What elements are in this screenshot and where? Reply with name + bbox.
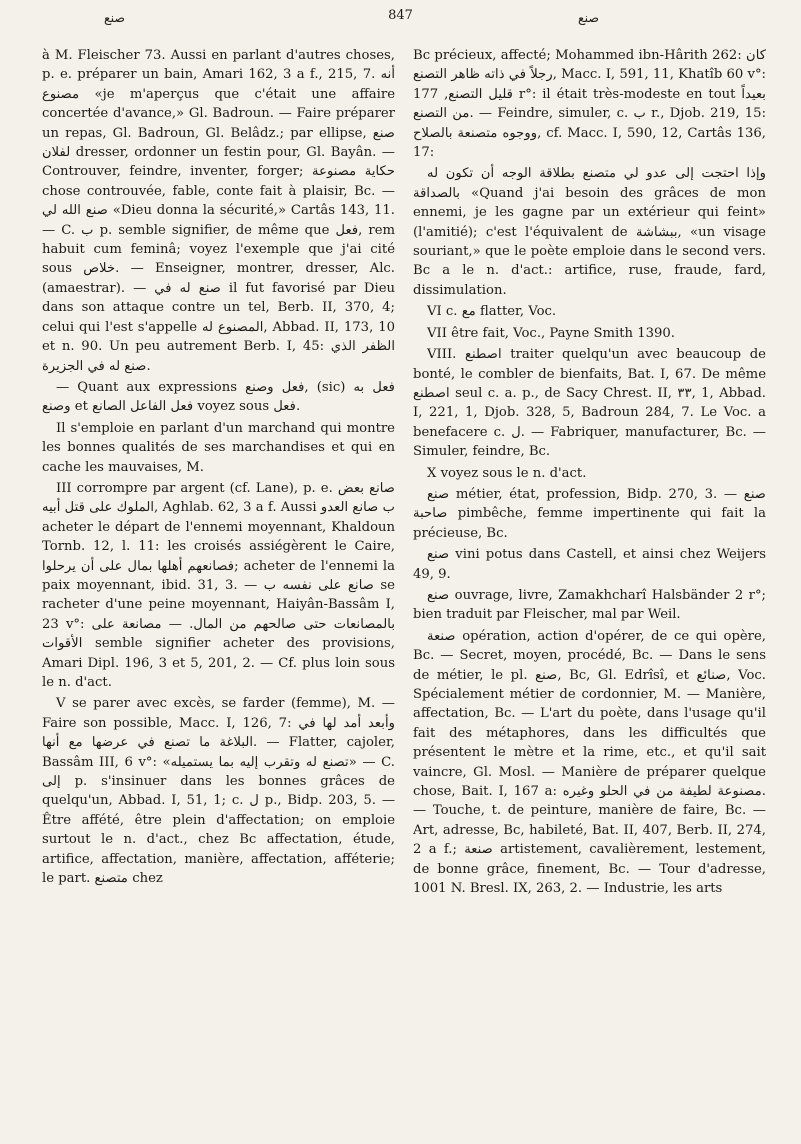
entry-paragraph: صنع vini potus dans Castell, et ainsi chez Weijers 49, 9.	[413, 547, 766, 582]
entry-paragraph: à M. Fleischer 73. Aussi en parlant d'autres choses, p. e. préparer un bain, Amari 162, 3 a f., 215, 7. أنه مصنوع «je m'aperçus que c'était une affaire concertée d'avance,» Gl. Badroun. — Faire préparer un repas, Gl. Badroun, Gl. Belâdz.; par ellipse, صنع لفلان dresser, ordonner un festin pour, Gl. Bayân. — Controuver, feindre, inventer, forger; حكاية مصنوعة chose controuvée, fable, conte fait à plaisir, Bc. — صنع الله لي «Dieu donna la sécurité,» Cartâs 143, 11. — C. ب p. semble signifier, de même que فعل, rem habuit cum feminâ; voyez l'exemple que j'ai cité sous خلاص. — Enseigner, montrer, dresser, Alc. (amaestrar). — صنع له في il fut favorisé par Dieu dans son attaque contre un tel, Berb. II, 370, 4; celui qui l'est s'appelle المصنوع له, Abbad. II, 173, 10 et n. 90. Un peu autrement Berb. I, 45: الظفر الذي صنع له في الجزيرة.	[42, 48, 395, 374]
entry-paragraph: Bc précieux, affecté; Mohammed ibn-Hârith 262: كان رجلاً في ذاته ظاهر التصنع, Macc. I, 591, 11, Khatîb 60 v°: قليل التصنع, 177 r°: il était très-modeste en tout بعيداً من التصنع. — Feindre, simuler, c. ب r., Djob. 219, 15: ووجوه متصنعة بالصلاح, cf. Macc. I, 590, 12, Cartâs 136, 17:	[413, 48, 766, 161]
right-column	[413, 46, 766, 1124]
entry-paragraph: VIII. اصطنع traiter quelqu'un avec beaucoup de bonté, le combler de bienfaits, Bat. I, 67. De même اصطنع seul c. a. p., de Sacy Chrest. II, ٣٣, 1, Abbad. I, 221, 1, Djob. 328, 5, Badroun 284, 7. Le Voc. a benefacere c. ل. — Fabriquer, manufacturer, Bc. — Simuler, feindre, Bc.	[413, 347, 766, 460]
entry-paragraph: Il s'emploie en parlant d'un marchand qui montre les bonnes qualités de ses marchandises et qui en cache les mauvaises, M.	[42, 420, 395, 475]
running-head-right: صنع	[578, 10, 600, 25]
entry-paragraph: وإذا احتجت إلى عدو لي متصنع بطلاقة الوجه أن تكون له بالصداقة «Quand j'ai besoin des grâces de mon ennemi, je les gagne par un extérieur qui feint» (l'amitié); c'est l'équivalent de ببشاشة, «un visage souriant,» que le poète emploie dans le second vers. Bc a le n. d'act.: artifice, ruse, fraude, fard, dissimulation.	[413, 166, 766, 298]
entry-paragraph: صنع métier, état, profession, Bidp. 270, 3. — صنع صاحبة pimbêche, femme impertinente qui fait la précieuse, Bc.	[413, 486, 766, 541]
entry-paragraph: — Quant aux expressions فعل وصنع, (sic) فعل به وصنع et فعل الفاعل الصانع voyez sous فعل.	[42, 379, 395, 415]
running-head	[0, 8, 801, 30]
entry-paragraph: III corrompre par argent (cf. Lane), p. e. صانع بعض الملوك على قتل أبيه, Aghlab. 62, 3 a f. Aussi ب صانع العدو acheter le départ de l'ennemi moyennant, Khaldoun Tornb. 12, l. 11: les croisés assiégèrent le Caire, فصانعهم أهلها بمال على أن يرحلوا; acheter de l'ennemi la paix moyennant, ibid. 31, 3. — صانع على نفسه ب se racheter d'une peine moyennant, Haiyân-Bassâm I, 23 v°: بالمصانعات حتى صالحهم من المال. — مصانعة على الأقوات semble signifier acheter des provisions, Amari Dipl. 196, 3 et 5, 201, 2. — Cf. plus loin sous le n. d'act.	[42, 480, 395, 690]
entry-paragraph: VI c. مع flatter, Voc.	[427, 304, 557, 320]
entry-paragraph: V se parer avec excès, se farder (femme), M. — Faire son possible, Macc. I, 126, 7: وأبعد أمد لها في البلاغة ما تصنع في عرضها مع أنها. — Flatter, cajoler, Bassâm III, 6 v°: «تصنع له وتقرب إليه بما يستميله» — C. إلى p. s'insinuer dans les bonnes grâces de quelqu'un, Abbad. I, 51, 1; c. ل p., Bidp. 203, 5. — Être affété, être plein d'affectation; on emploie surtout le n. d'act., chez Bc affectation, étude, artifice, affectation, manière, affectation, afféterie; le part. متصنع chez	[42, 696, 395, 887]
text-columns	[42, 46, 766, 1124]
entry-paragraph: X voyez sous le n. d'act.	[427, 465, 587, 481]
left-column	[42, 46, 395, 1124]
running-head-left: صنع	[104, 10, 126, 25]
entry-paragraph: VII être fait, Voc., Payne Smith 1390.	[427, 325, 675, 341]
page-number: 847	[388, 8, 413, 23]
entry-paragraph: صنع ouvrage, livre, Zamakhcharî Halsbänder 2 r°; bien traduit par Fleischer, mal par Weil.	[413, 587, 766, 623]
entry-paragraph: صنعة opération, action d'opérer, de ce qui opère, Bc. — Secret, moyen, procédé, Bc. — Dans le sens de métier, le pl. صنع, Bc, Gl. Edrîsî, et صنائع, Voc. Spécialement métier de cordonnier, M. — Manière, affectation, Bc. — L'art du poète, dans l'usage qu'il fait des métaphores, dans les difficultés que présentent le mètre et la rime, etc., et qu'il sait vaincre, Gl. Mosl. — Manière de préparer quelque chose, Bait. I, 167 a: مصنوعة لطيفة من في الحلو وغيره. — Touche, t. de peinture, manière de faire, Bc. — Art, adresse, Bc, habileté, Bat. II, 407, Berb. II, 274, 2 a f.; صنعة artistement, cavalièrement, lestement, de bonne grâce, finement, Bc. — Tour d'adresse, 1001 N. Bresl. IX, 263, 2. — Industrie, les arts	[413, 628, 766, 897]
